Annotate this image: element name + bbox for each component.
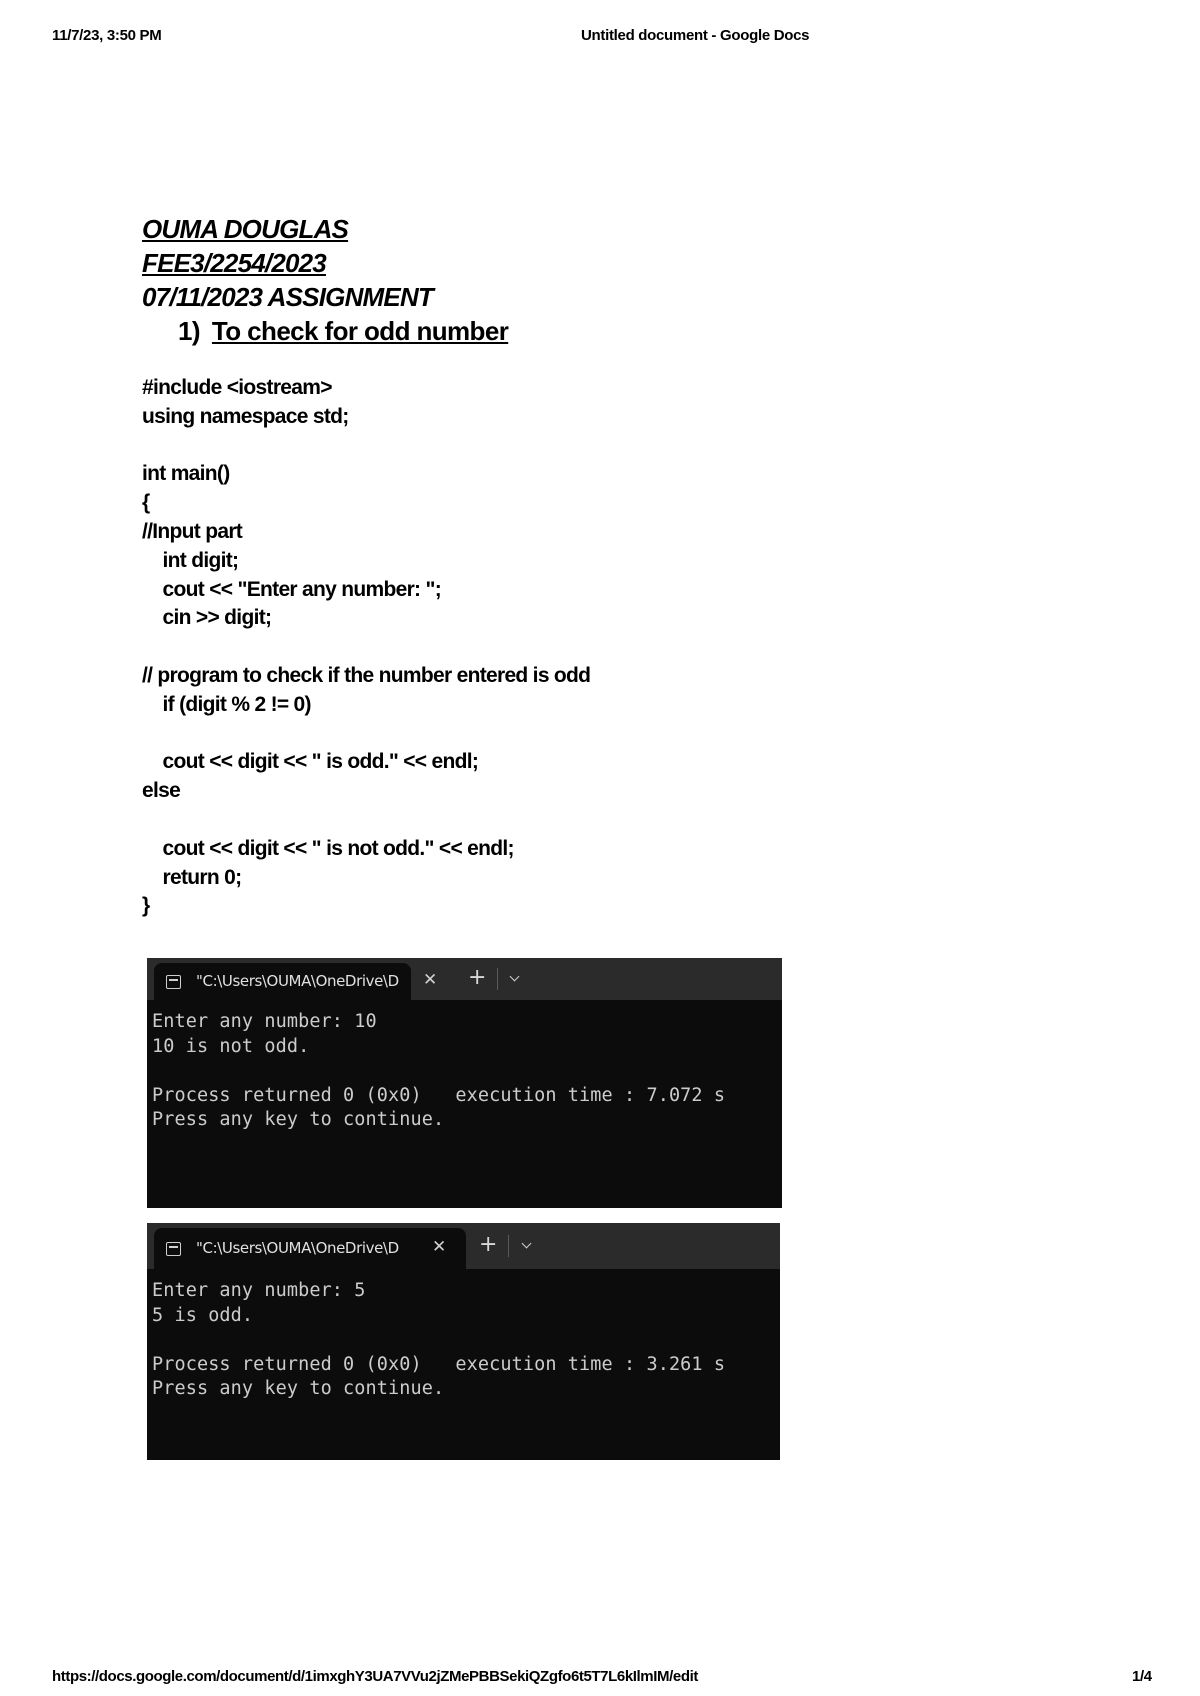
close-icon[interactable]: ✕ [432,1237,447,1257]
code-line: if (digit % 2 != 0) [142,692,311,716]
terminal-titlebar [147,958,782,1000]
heading-number: 1) [178,316,200,346]
terminal-tab-title: "C:\Users\OUMA\OneDrive\D [196,1239,399,1257]
heading-text: To check for odd number [211,316,509,346]
terminal-line: 10 is not odd. [152,1035,310,1057]
chevron-down-icon[interactable] [522,1239,532,1249]
code-line [142,806,590,835]
section-heading [178,314,508,348]
close-icon[interactable]: ✕ [423,970,438,990]
terminal-line: Process returned 0 (0x0) execution time : 7.072 s [152,1084,726,1106]
print-page-title: Untitled document - Google Docs [581,27,810,44]
print-page-counter: 1/4 [1132,1668,1152,1685]
assignment-date-title: 07/11/2023 ASSIGNMENT [142,282,433,312]
code-line: // program to check if the number entered is odd [142,663,591,687]
chevron-down-icon[interactable] [510,972,520,982]
registration-number: FEE3/2254/2023 [142,248,326,278]
plus-icon[interactable]: + [479,1232,498,1257]
tab-divider [497,968,498,990]
tab-divider [508,1235,509,1257]
terminal-titlebar [147,1223,780,1269]
terminal-line [152,1059,725,1084]
terminal-window-1 [147,958,782,1208]
code-line: cout << "Enter any number: "; [142,577,442,601]
code-line: cin >> digit; [142,606,272,630]
code-line: { [142,491,150,515]
code-line: else [142,779,181,803]
terminal-line: Enter any number: 10 [152,1011,377,1032]
terminal-line: Press any key to continue. [152,1109,445,1130]
code-line: #include <iostream> [142,376,332,399]
code-line: int digit; [142,548,239,572]
terminal-line: Process returned 0 (0x0) execution time : 3.261 s [152,1353,726,1375]
author-name: OUMA DOUGLAS [142,214,349,244]
code-line: //Input part [142,519,243,543]
code-line [142,720,590,749]
document-title-block [142,212,508,348]
terminal-output [152,1279,725,1402]
plus-icon[interactable]: + [468,965,487,990]
print-url: https://docs.google.com/document/d/1imxghY3UA7VVu2jZMePBBSekiQZgfo6t5T7L6kIlmIM/edit [52,1668,698,1685]
code-listing [142,374,590,921]
code-line: int main() [142,462,230,486]
code-line [142,633,590,662]
code-line: cout << digit << " is odd." << endl; [142,750,479,774]
terminal-line [152,1328,725,1353]
print-datetime: 11/7/23, 3:50 PM [52,27,162,44]
code-line: using namespace std; [142,404,349,428]
terminal-icon [166,975,181,989]
terminal-line: Press any key to continue. [152,1378,445,1399]
terminal-output [152,1010,725,1133]
terminal-window-2 [147,1223,780,1460]
terminal-line: Enter any number: 5 [152,1280,366,1301]
terminal-icon [166,1242,181,1256]
code-line [142,432,590,461]
terminal-tab[interactable] [154,963,438,1000]
terminal-line: 5 is odd. [152,1304,254,1326]
terminal-tab-title: "C:\Users\OUMA\OneDrive\D [196,972,399,990]
code-line: } [142,894,150,918]
code-line: cout << digit << " is not odd." << endl; [142,836,514,860]
terminal-tab[interactable] [154,1228,466,1269]
code-line: return 0; [142,865,242,889]
